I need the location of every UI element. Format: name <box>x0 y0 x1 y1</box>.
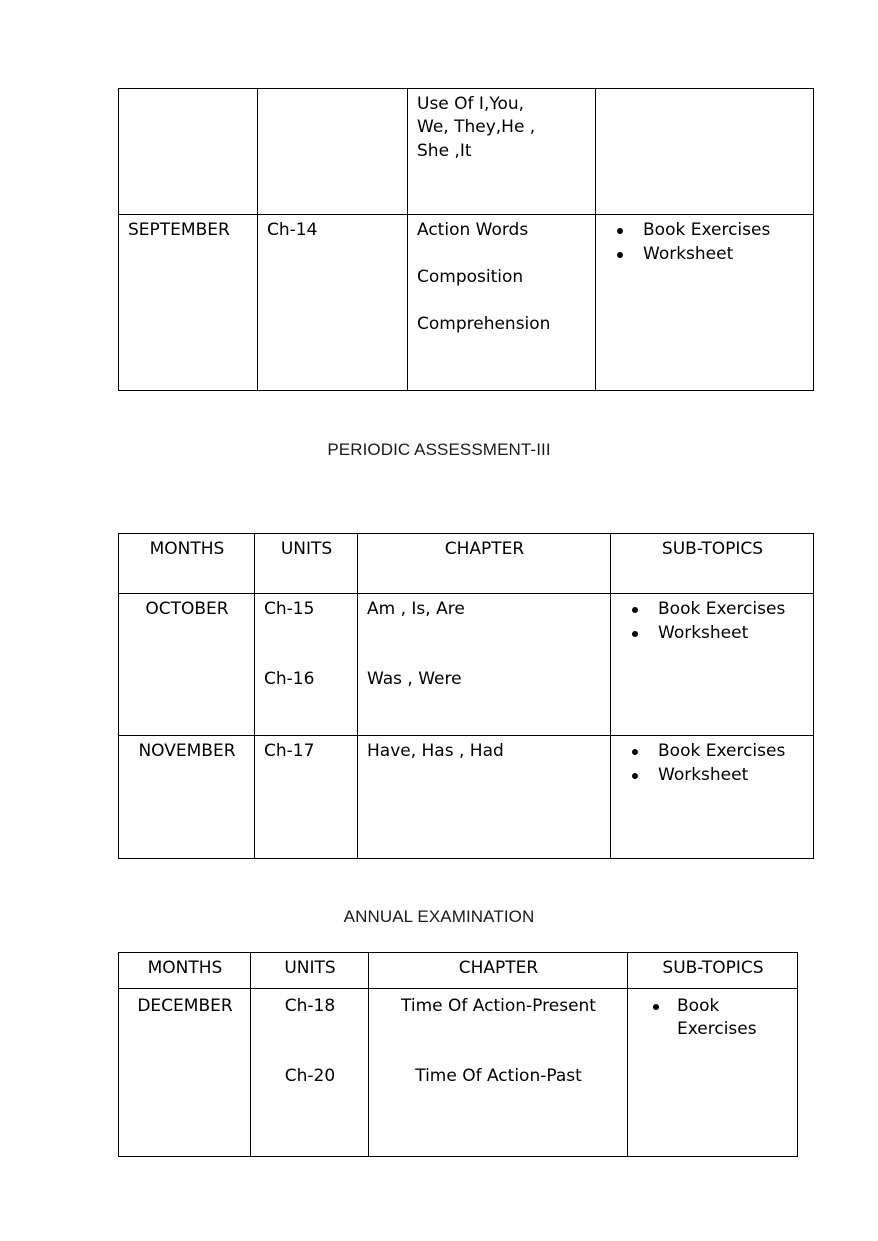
cell-subtopics <box>628 989 798 1157</box>
list-item <box>620 598 805 621</box>
cell-chapter <box>408 89 596 215</box>
blank-line <box>367 621 602 644</box>
chapter-line: Use Of I,You, <box>417 94 525 114</box>
blank-line <box>260 1018 360 1041</box>
units-line: Ch-16 <box>264 669 315 690</box>
column-header-months: MONTHS <box>119 953 251 989</box>
blank-line <box>260 1042 360 1065</box>
cell-units <box>255 594 358 736</box>
cell-chapter: Have, Has , Had <box>358 736 611 859</box>
cell-chapter <box>369 989 628 1157</box>
cell-subtopics <box>596 215 814 391</box>
chapter-line: Composition <box>417 266 524 287</box>
list-item <box>620 740 805 763</box>
chapter-line: We, They,He , <box>417 117 536 138</box>
list-item-label: Worksheet <box>643 244 734 265</box>
cell-months: DECEMBER <box>119 989 251 1157</box>
september-table <box>118 88 814 391</box>
cell-units: Ch-17 <box>255 736 358 859</box>
table-header-row <box>119 953 798 989</box>
list-item-label: Worksheet <box>658 623 749 644</box>
cell-months <box>119 89 258 215</box>
periodic-assessment-table <box>118 533 814 859</box>
cell-chapter <box>408 215 596 391</box>
column-header-units: UNITS <box>251 953 369 989</box>
units-line: Ch-18 <box>284 996 336 1016</box>
bullet-icon <box>632 607 638 613</box>
subtopics-list <box>605 219 805 267</box>
list-item <box>620 622 805 645</box>
cell-months: NOVEMBER <box>119 736 255 859</box>
bullet-icon <box>617 252 623 258</box>
blank-line <box>417 289 587 312</box>
blank-line <box>264 621 349 644</box>
bullet-icon <box>632 749 638 755</box>
bullet-icon <box>653 1004 659 1010</box>
list-item-label: Book Exercises <box>658 599 786 619</box>
annual-examination-heading: ANNUAL EXAMINATION <box>343 907 535 926</box>
column-header-subtopics: SUB-TOPICS <box>628 953 798 989</box>
annual-examination-table <box>118 952 798 1157</box>
blank-line <box>378 1018 619 1041</box>
cell-chapter <box>358 594 611 736</box>
list-item-label: Book Exercises <box>658 741 786 761</box>
table-row <box>119 89 814 215</box>
list-item-label: Book Exercises <box>643 220 771 240</box>
cell-months: SEPTEMBER <box>119 215 258 391</box>
blank-line <box>367 645 602 668</box>
units-line: Ch-15 <box>264 599 315 619</box>
blank-line <box>378 1042 619 1065</box>
chapter-line: Comprehension <box>417 313 551 334</box>
column-header-subtopics: SUB-TOPICS <box>611 534 814 594</box>
subtopics-list <box>620 598 805 646</box>
list-item-label: Worksheet <box>658 765 749 786</box>
table-row <box>119 594 814 736</box>
chapter-line: Am , Is, Are <box>367 599 465 619</box>
cell-subtopics <box>596 89 814 215</box>
chapter-line: Was , Were <box>367 669 462 690</box>
periodic-assessment-heading: PERIODIC ASSESSMENT-III <box>327 440 551 459</box>
chapter-line: Action Words <box>417 220 529 240</box>
cell-months: OCTOBER <box>119 594 255 736</box>
bullet-icon <box>617 228 623 234</box>
cell-subtopics <box>611 736 814 859</box>
cell-units: Ch-14 <box>258 215 408 391</box>
list-item <box>637 995 789 1042</box>
column-header-units: UNITS <box>255 534 358 594</box>
table-row <box>119 215 814 391</box>
cell-subtopics <box>611 594 814 736</box>
table-row <box>119 736 814 859</box>
table-header-row <box>119 534 814 594</box>
cell-units <box>251 989 369 1157</box>
bullet-icon <box>632 631 638 637</box>
chapter-line: She ,It <box>417 140 472 161</box>
cell-units <box>258 89 408 215</box>
chapter-line: Time Of Action-Past <box>415 1066 582 1087</box>
chapter-line: Time Of Action-Present <box>401 996 596 1016</box>
table-row <box>119 989 798 1157</box>
list-item <box>605 243 805 266</box>
list-item <box>620 764 805 787</box>
blank-line <box>264 645 349 668</box>
subtopics-list <box>637 995 789 1042</box>
column-header-chapter: CHAPTER <box>369 953 628 989</box>
subtopics-list <box>620 740 805 788</box>
list-item-label: Book Exercises <box>677 996 757 1040</box>
column-header-months: MONTHS <box>119 534 255 594</box>
list-item <box>605 219 805 242</box>
bullet-icon <box>632 773 638 779</box>
column-header-chapter: CHAPTER <box>358 534 611 594</box>
blank-line <box>417 242 587 265</box>
units-line: Ch-20 <box>284 1066 336 1087</box>
